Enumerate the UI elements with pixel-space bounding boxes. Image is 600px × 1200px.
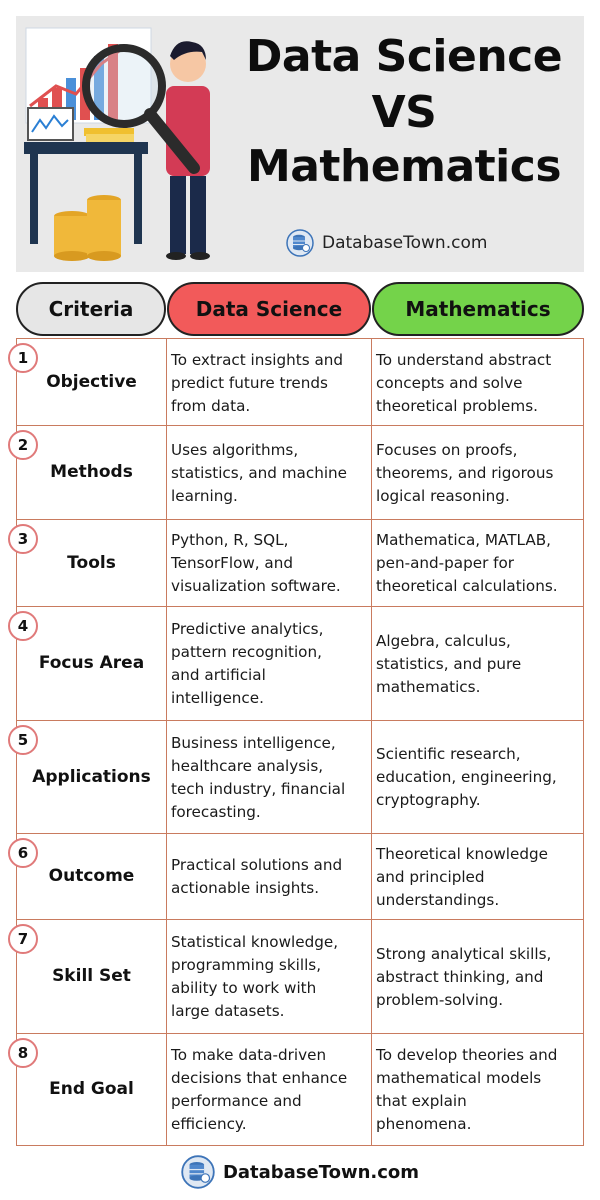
row-number-badge: 1 xyxy=(8,343,38,373)
criteria-cell xyxy=(17,339,167,425)
text-line: Focuses on proofs, xyxy=(376,440,518,459)
text-line: tech industry, financial xyxy=(171,779,346,798)
database-icon xyxy=(286,229,314,257)
database-icon xyxy=(181,1155,215,1189)
text-line: Scientific research, xyxy=(376,745,521,763)
column-header-mathematics: Mathematics xyxy=(372,282,584,336)
text-line: abstract thinking, and xyxy=(376,967,544,986)
text-line: mathematical models xyxy=(376,1069,542,1087)
data-science-cell-text xyxy=(171,1044,368,1136)
footer-brand xyxy=(0,1152,600,1192)
analyst-with-magnifier-illustration xyxy=(16,16,231,272)
text-line: Business intelligence, xyxy=(171,733,336,752)
data-science-cell-text xyxy=(171,854,368,900)
data-science-cell xyxy=(167,721,372,833)
mathematics-cell xyxy=(372,920,584,1033)
text-line: education, engineering, xyxy=(376,768,557,786)
text-line: learning. xyxy=(171,486,238,505)
table-row xyxy=(16,426,584,520)
criteria-cell xyxy=(17,834,167,919)
criteria-label: Focus Area xyxy=(38,653,145,673)
text-line: cryptography. xyxy=(376,791,481,809)
text-line: performance and xyxy=(171,1092,302,1110)
text-line: To understand abstract xyxy=(376,350,552,369)
table-row xyxy=(16,520,584,607)
text-line: statistics, and pure xyxy=(376,654,522,673)
criteria-cell xyxy=(17,426,167,519)
text-line: large datasets. xyxy=(171,1002,285,1020)
text-line: Python, R, SQL, xyxy=(171,531,289,549)
table-row xyxy=(16,338,584,426)
text-line: that explain xyxy=(376,1092,467,1110)
mathematics-cell-text xyxy=(376,843,581,912)
text-line: intelligence. xyxy=(171,689,264,707)
title-data-science: Data Science xyxy=(245,31,563,82)
mathematics-cell xyxy=(372,339,584,425)
data-science-cell-text xyxy=(171,439,368,508)
data-science-cell xyxy=(167,834,372,919)
mathematics-cell xyxy=(372,721,584,833)
header-banner xyxy=(16,16,584,272)
text-line: To make data-driven xyxy=(171,1046,327,1064)
text-line: Mathematica, MATLAB, xyxy=(376,531,551,549)
data-science-cell xyxy=(167,339,372,425)
criteria-cell xyxy=(17,1034,167,1145)
table-row xyxy=(16,1034,584,1146)
mathematics-cell xyxy=(372,607,584,720)
text-line: predict future trends xyxy=(171,373,328,392)
text-line: pattern recognition, xyxy=(171,643,322,661)
row-number-badge: 8 xyxy=(8,1038,38,1068)
mathematics-cell xyxy=(372,426,584,519)
mathematics-cell xyxy=(372,834,584,919)
data-science-cell-text xyxy=(171,529,368,598)
data-science-cell-text xyxy=(171,618,368,710)
text-line: Statistical knowledge, xyxy=(171,933,339,951)
text-line: Algebra, calculus, xyxy=(376,631,511,650)
mathematics-cell xyxy=(372,520,584,606)
text-line: and principled xyxy=(376,867,485,886)
table-row xyxy=(16,721,584,834)
title-mathematics: Mathematics xyxy=(246,141,562,193)
criteria-cell xyxy=(17,721,167,833)
data-science-cell xyxy=(167,607,372,720)
criteria-cell xyxy=(17,520,167,606)
data-science-cell-text xyxy=(171,349,368,418)
text-line: Predictive analytics, xyxy=(171,620,324,638)
text-line: TensorFlow, and xyxy=(171,554,294,572)
text-line: healthcare analysis, xyxy=(171,756,324,775)
title-block xyxy=(228,31,580,193)
table-row xyxy=(16,607,584,721)
text-line: theoretical calculations. xyxy=(376,577,558,595)
text-line: understandings. xyxy=(376,890,500,909)
criteria-label: Tools xyxy=(67,552,116,573)
text-line: theoretical problems. xyxy=(376,396,538,415)
text-line: and artificial xyxy=(171,666,266,684)
footer-brand-text: DatabaseTown.com xyxy=(222,1161,420,1183)
column-header-data-science: Data Science xyxy=(167,282,371,336)
text-line: forecasting. xyxy=(171,802,261,821)
text-line: To develop theories and xyxy=(376,1046,558,1064)
text-line: Strong analytical skills, xyxy=(376,944,552,963)
text-line: concepts and solve xyxy=(376,373,523,392)
data-science-cell xyxy=(167,520,372,606)
text-line: visualization software. xyxy=(171,577,341,595)
text-line: To extract insights and xyxy=(171,350,344,369)
mathematics-cell-text xyxy=(376,529,581,598)
text-line: logical reasoning. xyxy=(376,486,510,505)
row-number-badge: 7 xyxy=(8,924,38,954)
text-line: problem-solving. xyxy=(376,990,504,1009)
mathematics-cell-text xyxy=(376,943,581,1012)
criteria-cell xyxy=(17,920,167,1033)
row-number-badge: 2 xyxy=(8,430,38,460)
mathematics-cell-text xyxy=(376,349,581,418)
row-number-badge: 6 xyxy=(8,838,38,868)
text-line: Uses algorithms, xyxy=(171,440,299,459)
text-line: Practical solutions and xyxy=(171,856,343,874)
text-line: theorems, and rigorous xyxy=(376,463,554,482)
mathematics-cell-text xyxy=(376,630,581,699)
text-line: ability to work with xyxy=(171,979,317,997)
text-line: pen-and-paper for xyxy=(376,554,515,572)
data-science-cell-text xyxy=(171,931,368,1023)
header-brand-text: DatabaseTown.com xyxy=(322,233,488,253)
title-vs: VS xyxy=(371,87,437,139)
criteria-cell xyxy=(17,607,167,720)
criteria-label: End Goal xyxy=(49,1079,134,1099)
criteria-label: Applications xyxy=(32,766,151,787)
text-line: Theoretical knowledge xyxy=(376,844,548,863)
table-row xyxy=(16,834,584,920)
text-line: phenomena. xyxy=(376,1115,472,1133)
text-line: from data. xyxy=(171,396,251,415)
text-line: decisions that enhance xyxy=(171,1069,348,1087)
text-line: efficiency. xyxy=(171,1115,247,1133)
header-brand xyxy=(286,228,487,258)
mathematics-cell-text xyxy=(376,1044,581,1136)
criteria-label: Objective xyxy=(46,372,137,392)
row-number-badge: 3 xyxy=(8,524,38,554)
text-line: actionable insights. xyxy=(171,879,320,897)
data-science-cell xyxy=(167,920,372,1033)
row-number-badge: 5 xyxy=(8,725,38,755)
text-line: programming skills, xyxy=(171,956,322,974)
text-line: mathematics. xyxy=(376,677,481,696)
criteria-label: Methods xyxy=(50,462,133,482)
column-header-criteria: Criteria xyxy=(16,282,166,336)
table-row xyxy=(16,920,584,1034)
criteria-label: Outcome xyxy=(48,866,135,886)
text-line: statistics, and machine xyxy=(171,463,348,482)
mathematics-cell-text xyxy=(376,743,581,812)
row-number-badge: 4 xyxy=(8,611,38,641)
criteria-label: Skill Set xyxy=(52,966,131,986)
mathematics-cell xyxy=(372,1034,584,1145)
data-science-cell xyxy=(167,1034,372,1145)
data-science-cell xyxy=(167,426,372,519)
mathematics-cell-text xyxy=(376,439,581,508)
data-science-cell-text xyxy=(171,732,368,824)
